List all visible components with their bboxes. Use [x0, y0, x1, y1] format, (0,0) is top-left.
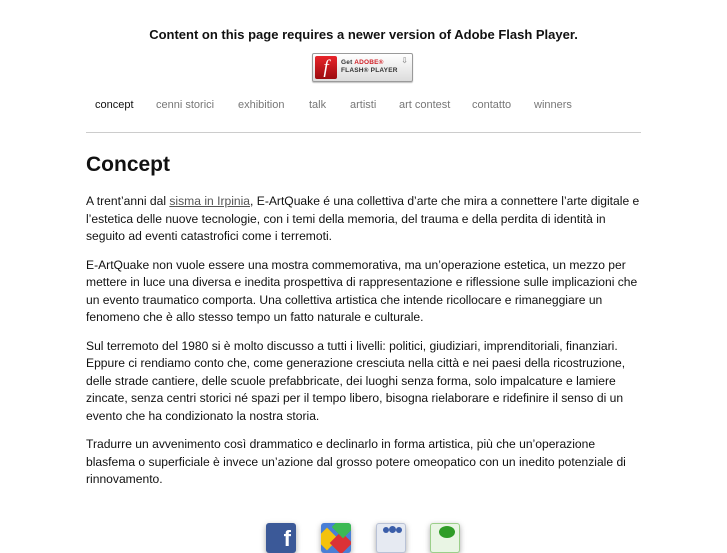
paragraph-4: Tradurre un avvenimento così drammatico e declinarlo in forma artistica, più che un’operazione blasfema o superficiale è invece un’azione dal grosso potere omeopatico con un inedito potenziale di rinnovamento.: [86, 437, 626, 486]
sisma-in-irpinia-link[interactable]: sisma in Irpinia: [169, 194, 251, 208]
nav-item-artisti[interactable]: artisti: [350, 99, 377, 111]
flash-logo-icon: f: [315, 56, 337, 79]
paragraph-2: E-ArtQuake non vuole essere una mostra commemorativa, ma un’operazione estetica, un mezzo per mettere in luce una diversa e inedita prospettiva di rappresentazione e riflessione sulle implicazioni che un evento traumatico comporta. Una collettiva artistica che intende ricollocare e rimaneggiare un fenomeno che è allo stesso tempo un fatto naturale e culturale.: [86, 257, 638, 324]
twitter-icon[interactable]: [430, 523, 460, 553]
paragraph-3: Sul terremoto del 1980 si è molto discusso a tutti i livelli: politici, giudiziari, imprenditoriali, finanziari. Eppure ci rendiamo conto che, come generazione cresciuta nella città e nei paesi della ricostruzione, delle strade cantiere, delle scuole prefabbricate, dei luoghi senza forma, solo impalcature e lamiere zincate, senza centri storici né spazi per il tempo libero, bisogna rielaborare e ridefinire il senso di un evento che ha condizionato la nostra storia.: [86, 338, 626, 423]
social-share-bar: [0, 519, 727, 551]
nav-item-concept[interactable]: concept: [95, 99, 134, 111]
myspace-icon[interactable]: [376, 523, 406, 553]
download-arrow-icon: ⇩: [401, 56, 408, 65]
nav-item-cenni-storici[interactable]: cenni storici: [156, 99, 215, 111]
divider: [86, 132, 641, 133]
nav-item-art-contest[interactable]: art contest: [399, 99, 451, 111]
paragraph-1: A trent’anni dal sisma in Irpinia, E-ArtQuake é una collettiva d’arte che mira a connettere l’arte digitale e l’estetica delle nuove tecnologie, con i temi della memoria, del trauma e della perdita di identità in seguito ad eventi catastrofici come i terremoti.: [86, 194, 640, 243]
nav-item-winners[interactable]: winners: [534, 99, 572, 111]
nav-item-talk[interactable]: talk: [309, 99, 327, 111]
facebook-icon[interactable]: f: [266, 523, 296, 553]
google-buzz-icon[interactable]: [321, 523, 351, 553]
flash-warning: Content on this page requires a newer version of Adobe Flash Player.: [149, 27, 578, 42]
flash-badge-text: Get ADOBE® FLASH® PLAYER: [341, 59, 398, 74]
nav-item-exhibition[interactable]: exhibition: [238, 99, 285, 111]
page-title: Concept: [86, 153, 170, 176]
get-flash-player-button[interactable]: [312, 53, 413, 82]
nav-item-contatto[interactable]: contatto: [472, 99, 512, 111]
main-content: [86, 193, 646, 500]
